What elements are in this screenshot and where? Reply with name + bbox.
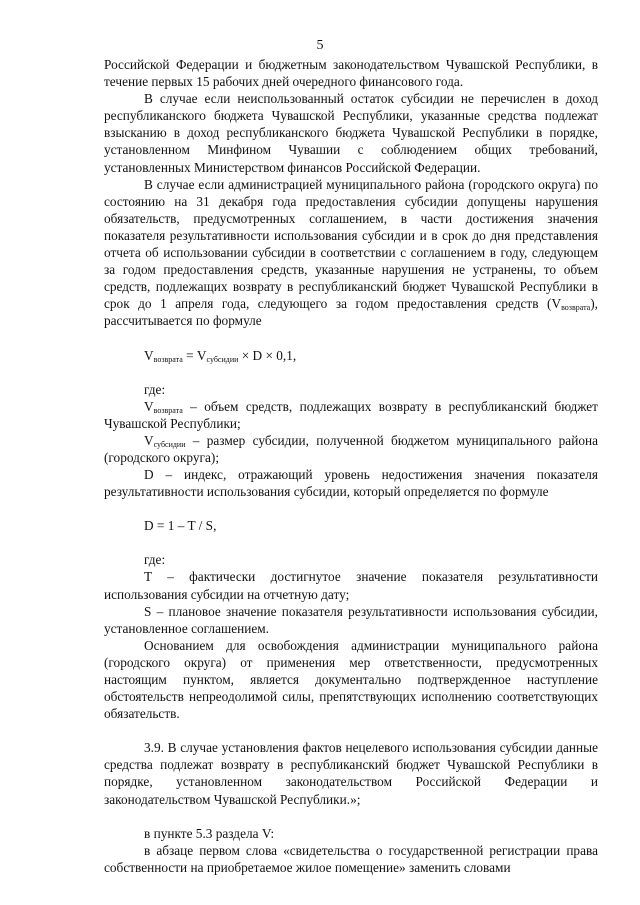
def-v-return-sub: возврата [153,405,183,415]
violation-text-a: В случае если администрацией муниципального района (городского округа) по состоянию на 31 декабря года предоставления субсидии допущены нарушения обязательств, предусмотренных соглашением, в части достижения значения показателя результативности использования субсидии и в срок до дня представления отчета об использовании субсидии в соответствии с соглашением в году, следующем за годом предоставления средств, указанные нарушения не устранены, то объем средств, подлежащих возврату в республиканский бюджет Чувашской Республики в срок до 1 апреля года, следующего за годом предоставления средств (V [104,176,598,312]
def-v-return-symbol: V [144,398,154,414]
where-label-1: где: [144,381,166,397]
def-v-subsidy-text: – размер субсидии, полученной бюджетом муниципального района (городского округа); [104,432,598,465]
formula-return-volume [104,347,598,364]
clause-3-9-paragraph: 3.9. В случае установления фактов нецелевого использования субсидии данные средства подлежат возврату в республиканский бюджет Чувашской Республики в порядке, установленном законодательством Российской Федерации и законодательством Чувашской Республики.»; [104,740,598,807]
document-body [104,56,598,876]
formula-index-d: D = 1 – T / S, [144,518,217,534]
def-v-subsidy-sub: субсидии [153,439,186,449]
def-v-subsidy-symbol: V [144,432,154,448]
page-number: 5 [316,38,324,53]
violation-subscript: возврата [561,303,591,313]
definition-t: T – фактически достигнутое значение показателя результативности использования субсидии на отчетную дату; [104,569,598,602]
force-majeure-paragraph: Основанием для освобождения администрации муниципального района (городского округа) от применения мер ответственности, предусмотренных настоящим пунктом, является документально подтвержденное наступление обстоятельств непреодолимой силы, препятствующих исполнению соответствующих обязательств. [104,637,598,722]
violation-text-b: ), рассчитывается по формуле [104,296,598,329]
formula1-sub-subsidy: субсидии [206,354,239,364]
spacer [104,808,598,825]
formula1-sub-return: возврата [153,354,183,364]
definition-v-subsidy [104,432,598,466]
formula1-rest: × D × 0,1, [238,347,297,363]
definition-v-return [104,398,598,432]
unspent-balance-paragraph: В случае если неиспользованный остаток субсидии не перечислен в доход республиканского бюджета Чувашской Республики, указанные средства подлежат взысканию в доход республиканского бюджета Чувашской Республики в порядке, установленном Минфином Чувашии с соблюдением общих требований, установленных Министерством финансов Российской Федерации. [104,91,598,175]
violation-paragraph [104,176,598,330]
abzac-paragraph: в абзаце первом слова «свидетельства о государственной регистрации права собственности на приобретаемое жилое помещение» заменить словами [104,842,598,875]
def-v-return-text: – объем средств, подлежащих возврату в республиканский бюджет Чувашской Республики; [104,398,598,431]
spacer [104,722,598,739]
formula1-v: V [144,347,154,363]
clause-5-3-paragraph: в пункте 5.3 раздела V: [144,825,275,841]
where-label-2: где: [144,552,166,568]
formula1-eq: = V [182,347,207,363]
definition-d: D – индекс, отражающий уровень недостижения значения показателя результативности использования субсидии, который определяется по формуле [104,467,598,500]
definition-s: S – плановое значение показателя результативности использования субсидии, установленное соглашением. [104,603,598,636]
continuation-paragraph: Российской Федерации и бюджетным законодательством Чувашской Республики, в течение первых 15 рабочих дней очередного финансового года. [104,57,598,90]
